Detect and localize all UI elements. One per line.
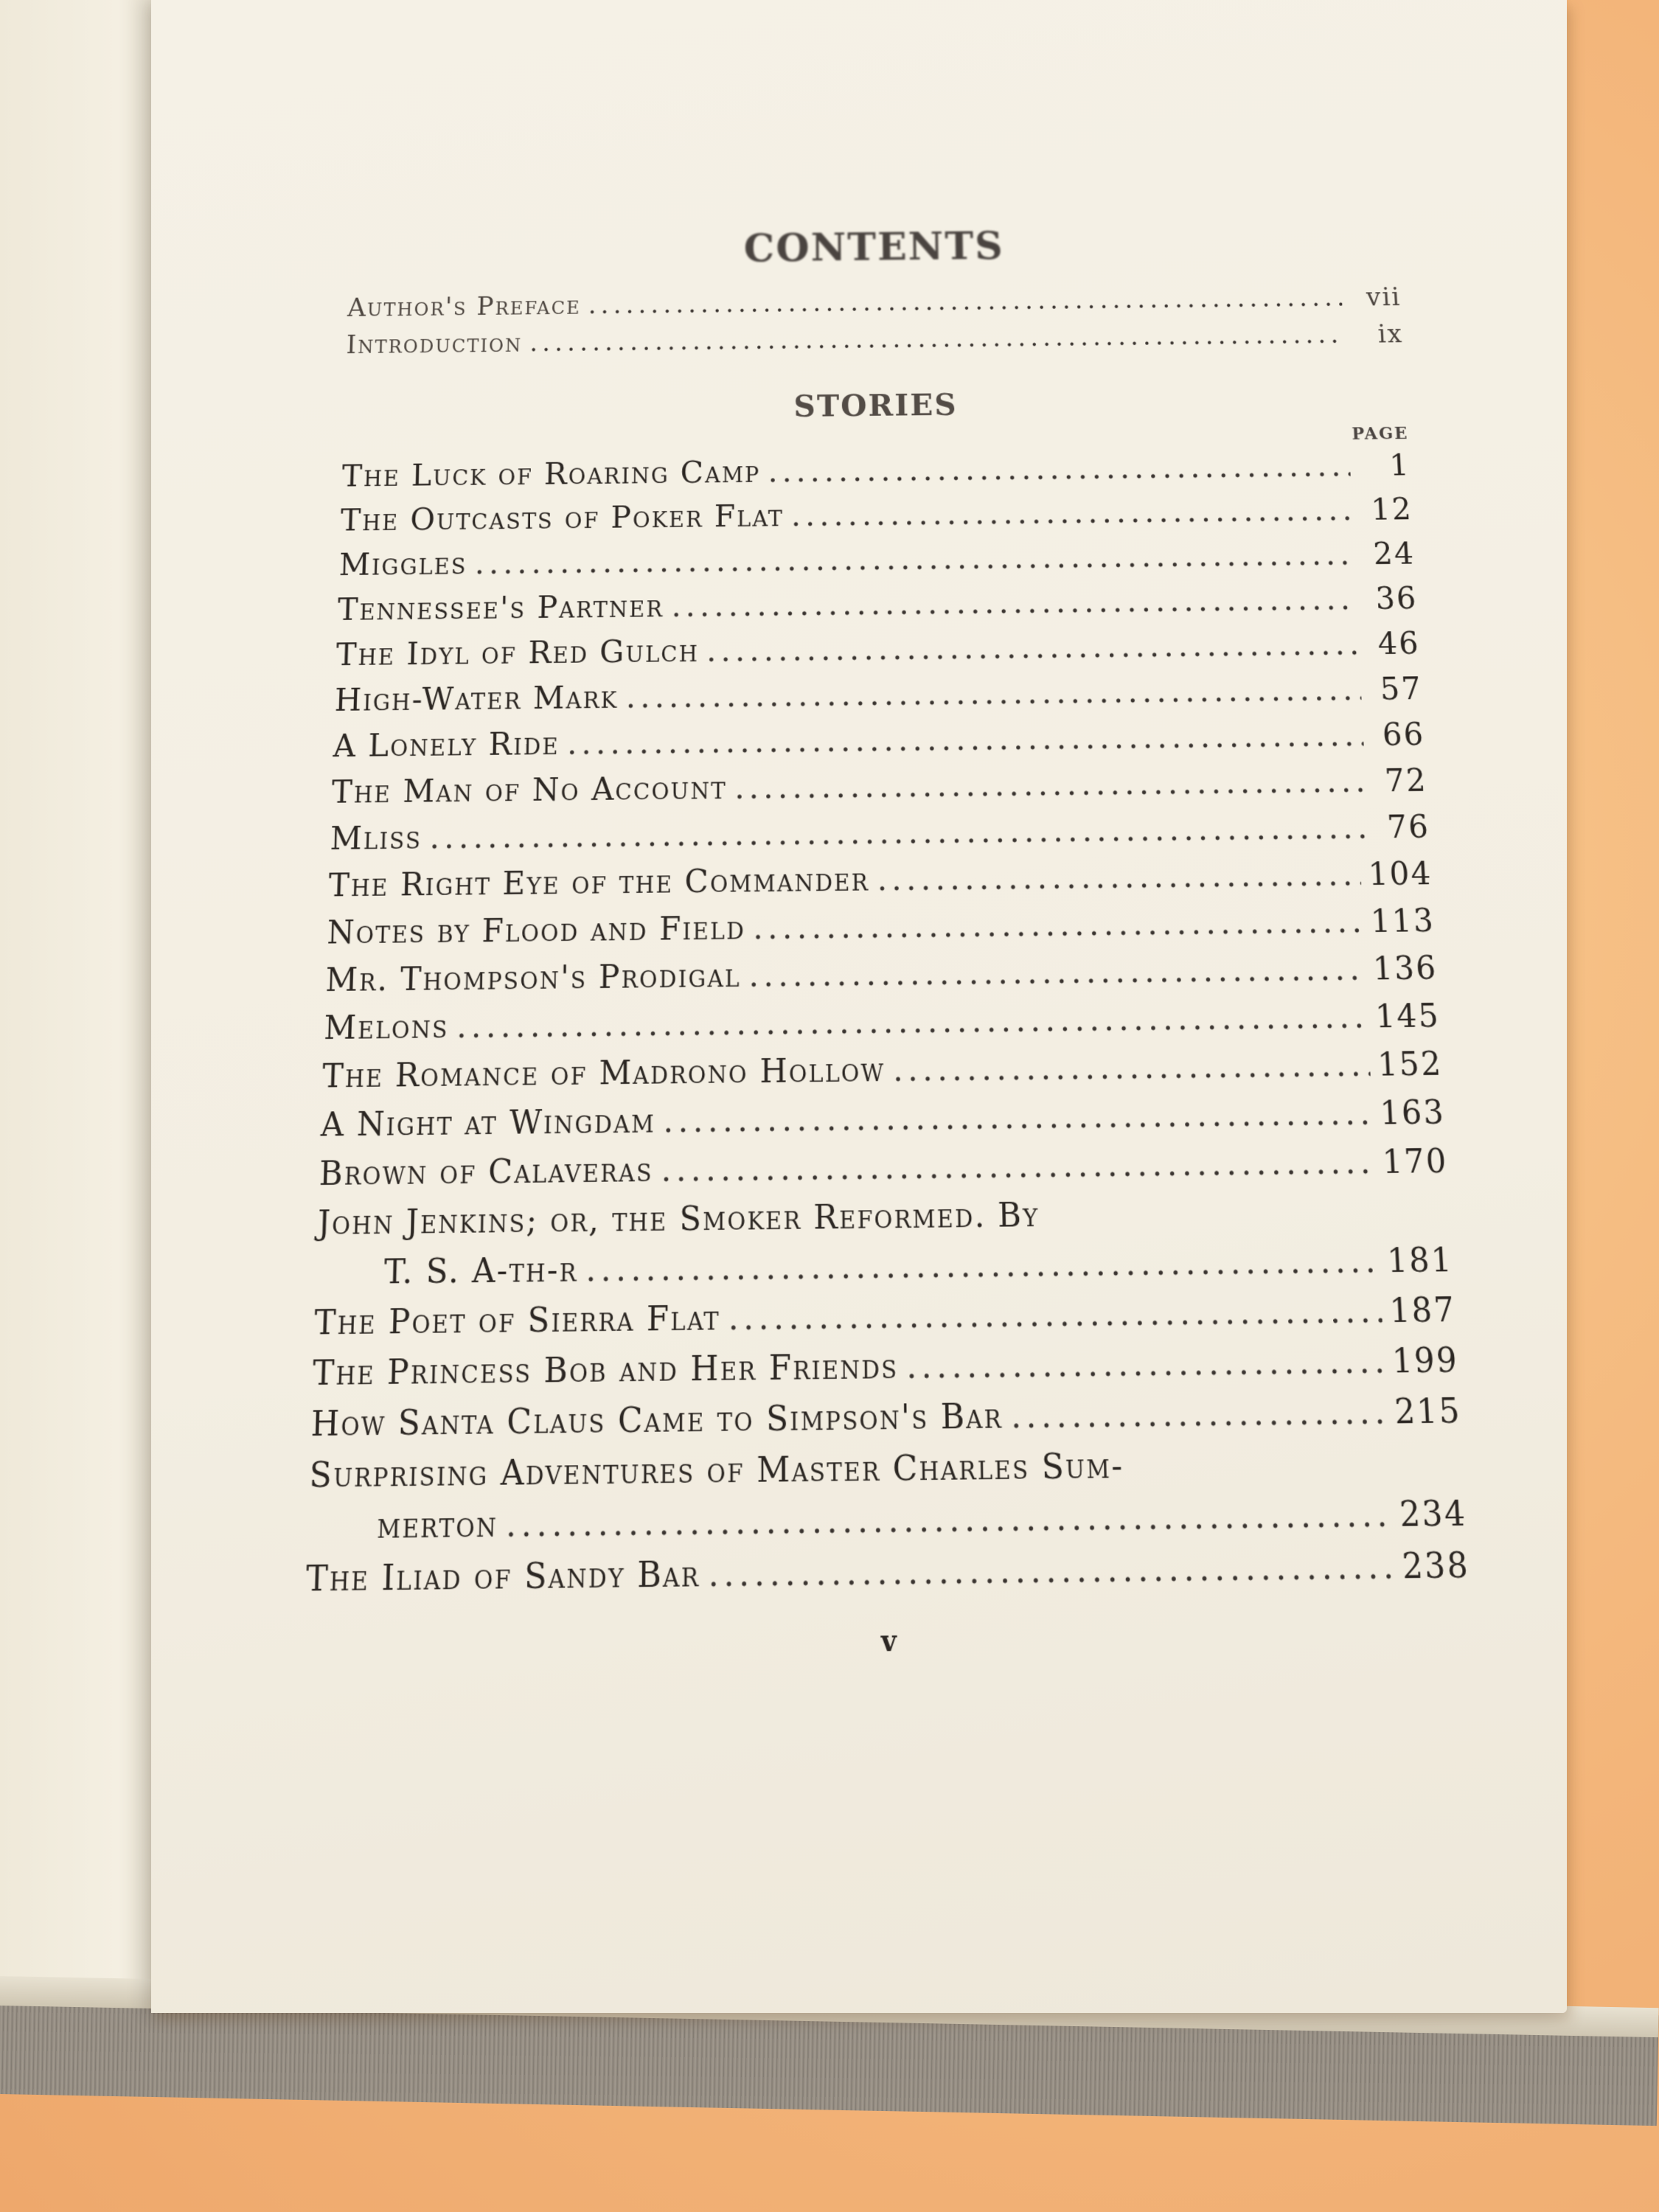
entry-title: Miggles: [338, 546, 468, 583]
front-matter-list: [346, 279, 1405, 364]
entry-page: 215: [1393, 1391, 1463, 1433]
entry-title: A Night at Wingdam: [320, 1102, 656, 1144]
entry-page: 1: [1388, 448, 1411, 483]
entry-page: 136: [1371, 949, 1439, 988]
entry-page: 57: [1379, 670, 1424, 708]
entry-title: Introduction: [345, 328, 523, 361]
entry-title: The Idyl of Red Gulch: [335, 633, 700, 673]
entry-page: 104: [1367, 855, 1433, 894]
stories-list: [305, 443, 1471, 1605]
page-column-label: PAGE: [1351, 423, 1409, 444]
dot-leader: [706, 622, 1360, 674]
entry-title: The Right Eye of the Commander: [327, 860, 870, 905]
dot-leader: [734, 758, 1366, 811]
entry-page: 170: [1381, 1141, 1449, 1182]
dot-leader: [728, 1286, 1383, 1343]
entry-title: A Lonely Ride: [333, 726, 560, 765]
entry-page: 72: [1383, 762, 1428, 800]
entry-title: The Iliad of Sandy Bar: [305, 1554, 700, 1600]
entry-title: The Outcasts of Poker Flat: [340, 498, 784, 538]
dot-leader: [661, 1138, 1375, 1194]
entry-page: 113: [1369, 902, 1436, 941]
entry-title: Melons: [323, 1007, 450, 1048]
dot-leader: [1010, 1387, 1388, 1442]
entry-title: Tennessee's Partner: [337, 588, 664, 628]
dot-leader: [585, 1236, 1380, 1295]
entry-page: 199: [1391, 1340, 1460, 1382]
entry-title: Mliss: [329, 819, 422, 858]
dot-leader: [753, 898, 1363, 952]
entry-page: 66: [1381, 716, 1426, 754]
dot-leader: [671, 577, 1357, 629]
entry-page: 181: [1385, 1240, 1455, 1281]
toc-entry-wrapped-line1: John Jenkins; or, the Smoker Reformed. By: [316, 1195, 1040, 1243]
entry-title: The Man of No Account: [331, 770, 727, 811]
signature-mark: v: [880, 1624, 897, 1659]
entry-title: The Princess Bob and Her Friends: [312, 1346, 899, 1394]
dot-leader: [626, 667, 1363, 720]
entry-title: Mr. Thompson's Prodigal: [324, 956, 741, 1000]
entry-title: The Romance of Madrono Hollow: [321, 1051, 886, 1096]
dot-leader: [663, 1089, 1373, 1146]
table-of-contents: [303, 220, 1474, 1666]
entry-page: 145: [1374, 997, 1441, 1036]
entry-page: 12: [1370, 491, 1414, 528]
entry-page: 187: [1388, 1290, 1457, 1331]
entry-page: 163: [1379, 1093, 1447, 1133]
entry-page: 24: [1372, 535, 1416, 572]
entry-page: 36: [1374, 580, 1419, 617]
entry-title: How Santa Claus Came to Simpson's Bar: [310, 1396, 1004, 1445]
book-page: [151, 0, 1567, 2013]
entry-title: T. S. A-th-r: [383, 1250, 578, 1293]
dot-leader: [709, 1540, 1396, 1600]
entry-page: vii: [1366, 282, 1402, 313]
dot-leader: [893, 1040, 1371, 1094]
dot-leader: [567, 712, 1365, 767]
entry-page: ix: [1377, 319, 1405, 349]
entry-title: merton: [376, 1504, 498, 1547]
entry-title: The Poet of Sierra Flat: [313, 1298, 720, 1343]
entry-page: 238: [1401, 1545, 1471, 1587]
dot-leader: [768, 444, 1351, 494]
entry-page: 152: [1377, 1045, 1444, 1085]
entry-page: 46: [1377, 625, 1421, 662]
entry-title: The Luck of Roaring Camp: [341, 454, 761, 494]
toc-entry-wrapped-line1: Surprising Adventures of Master Charles Sum-: [308, 1445, 1124, 1496]
contents-title: CONTENTS: [743, 223, 1005, 271]
section-title: STORIES: [793, 387, 959, 425]
entry-page: 76: [1386, 808, 1431, 846]
dot-leader: [877, 851, 1361, 903]
entry-title: Notes by Flood and Field: [326, 909, 745, 952]
dot-leader: [529, 316, 1345, 362]
dot-leader: [906, 1336, 1385, 1392]
entry-page: 234: [1398, 1493, 1468, 1535]
dot-leader: [791, 488, 1354, 538]
entry-title: Brown of Calaveras: [319, 1150, 654, 1194]
entry-title: Author's Preface: [347, 291, 582, 323]
facing-page-edge: [0, 0, 170, 2035]
dot-leader: [748, 945, 1366, 1000]
entry-title: High-Water Mark: [334, 679, 619, 719]
